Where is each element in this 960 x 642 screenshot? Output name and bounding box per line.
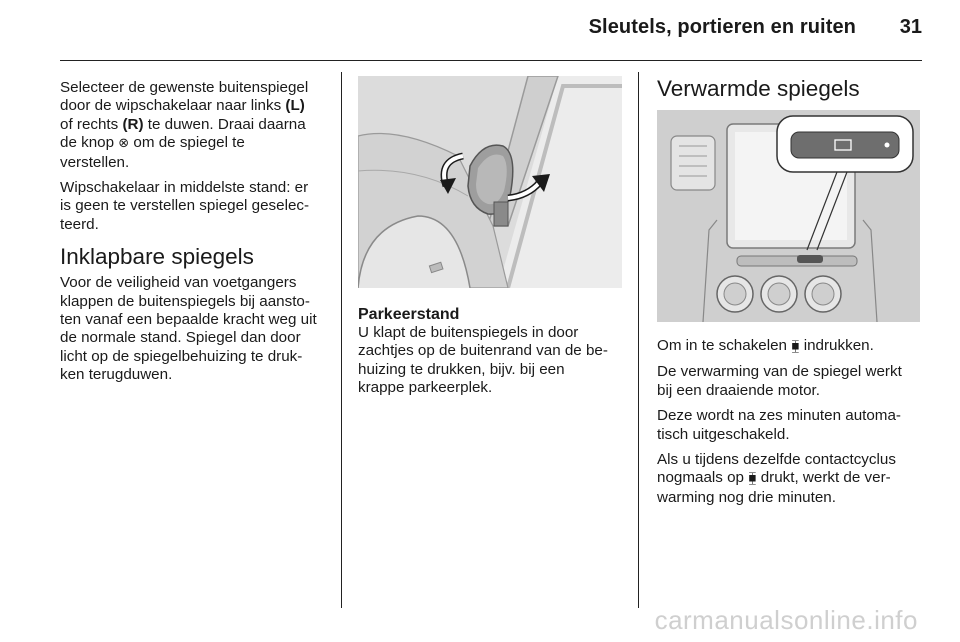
column-left — [60, 79, 326, 392]
text-bold-left: (L) — [285, 97, 305, 115]
section-heading-heated-mirrors: Verwarmde spiegels — [657, 76, 860, 101]
page-number: 31 — [899, 16, 922, 38]
text-span: te duwen. Draai daarna — [143, 115, 306, 133]
text-line: Als u tijdens dezelfde contactcyclus — [657, 451, 896, 469]
text-line: ten vanaf een bepaalde kracht weg uit — [60, 311, 317, 329]
text-span: Om in te schakelen — [657, 337, 792, 354]
mirror-folding-illustration — [358, 76, 622, 288]
text-line: De verwarming van de spiegel werkt — [657, 363, 902, 381]
text-line: licht op de spiegelbehuizing te druk- — [60, 347, 303, 365]
text-line: is geen te verstellen spiegel geselec- — [60, 197, 310, 215]
dashboard-button-illustration — [657, 110, 920, 322]
subheading-parking-position: Parkeerstand — [358, 306, 460, 323]
text-line: Selecteer de gewenste buitenspiegel — [60, 79, 309, 96]
text-line: teerd. — [60, 215, 99, 233]
heated-mirror-icon: ⧯ — [748, 471, 757, 487]
text-span: indrukken. — [799, 337, 874, 354]
text-line: de normale stand. Spiegel dan door — [60, 329, 301, 347]
text-line: U klapt de buitenspiegels in door — [358, 324, 579, 341]
paragraph-auto-off — [657, 407, 923, 444]
text-line: huizing te drukken, bijv. bij een — [358, 360, 565, 378]
column-right-heading — [657, 76, 923, 102]
paragraph-engine-running — [657, 363, 923, 400]
dashboard-button-svg — [657, 110, 920, 322]
paragraph-folding-mirrors — [60, 274, 326, 384]
text-line: krappe parkeerplek. — [358, 379, 493, 397]
text-span: om de spiegel te — [129, 134, 245, 152]
column-right — [657, 337, 923, 514]
text-line: bij een draaiende motor. — [657, 381, 820, 399]
paragraph-parking-position — [358, 324, 624, 398]
text-span: de knop — [60, 134, 119, 152]
mirror-adjust-knob-icon: ⊗ — [118, 136, 130, 152]
mirror-folding-svg — [358, 76, 622, 288]
text-line: tisch uitgeschakeld. — [657, 425, 790, 443]
text-span: drukt, werkt de ver- — [756, 469, 891, 487]
text-line: Deze wordt na zes minuten automa- — [657, 407, 901, 425]
text-line: zachtjes op de buitenrand van de be- — [358, 342, 608, 360]
heated-mirror-icon: ⧯ — [791, 339, 800, 354]
text-line: verstellen. — [60, 153, 130, 171]
text-line: ken terugduwen. — [60, 366, 173, 384]
text-span: door de wipschakelaar naar links — [60, 97, 286, 115]
text-span: nogmaals op — [657, 469, 749, 487]
paragraph-select-mirror — [60, 79, 326, 172]
text-line: Voor de veiligheid van voetgangers — [60, 274, 297, 292]
watermark: carmanualsonline.info — [654, 605, 918, 635]
paragraph-middle-position — [60, 179, 326, 234]
section-heading-folding-mirrors: Inklapbare spiegels — [60, 244, 254, 270]
column-middle — [358, 306, 624, 405]
paragraph-activate — [657, 337, 923, 356]
text-span: of rechts — [60, 115, 123, 133]
text-line: Wipschakelaar in middelste stand: er — [60, 179, 309, 197]
text-line: warming nog drie minuten. — [657, 488, 836, 506]
text-bold-right: (R) — [122, 115, 144, 133]
page-header-title: Sleutels, portieren en ruiten — [588, 16, 856, 38]
text-line: klappen de buitenspiegels bij aansto- — [60, 292, 310, 310]
column-divider-2 — [638, 72, 639, 608]
paragraph-repeat-press — [657, 451, 923, 507]
header-divider — [60, 60, 922, 61]
column-divider-1 — [341, 72, 342, 608]
